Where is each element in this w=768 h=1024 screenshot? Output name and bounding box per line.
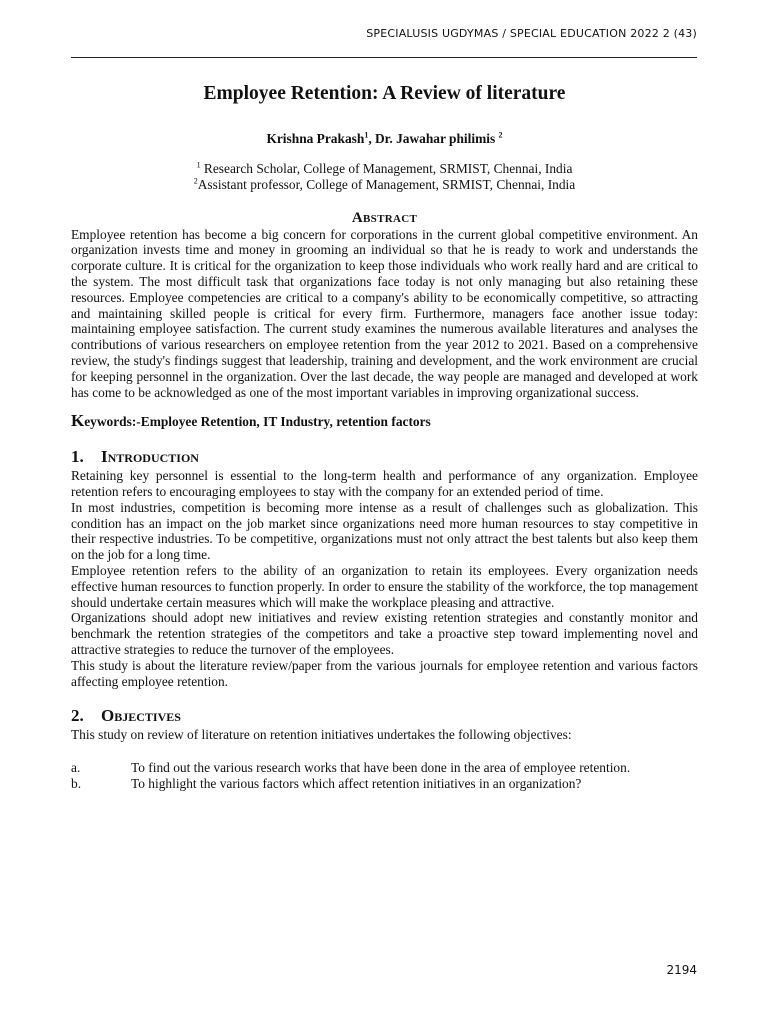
list-item [71, 760, 698, 776]
affiliation-superscript: 2 [193, 176, 198, 186]
paragraph: Employee retention refers to the ability of an organization to retain its employees. Every organization needs effective human resources to function properly. In order to ensure the stability of the workforce, the top management should undertake certain measures which will make the workplace pleasing and attractive. [71, 562, 698, 610]
author-superscript: 2 [498, 130, 503, 140]
affiliation-superscript: 1 [196, 160, 201, 170]
list-item [71, 776, 698, 792]
list-marker: b. [71, 775, 82, 791]
affiliation-text: Research Scholar, College of Management, SRMIST, Chennai, India [200, 160, 573, 176]
paragraph: This study is about the literature review/paper from the various journals for employee retention and various factors affecting employee retention. [71, 657, 698, 689]
keywords-label: eywords:- [84, 414, 141, 430]
paragraph: Organizations should adopt new initiatives and review existing retention strategies and constantly monitor and benchmark the retention strategies of the competitors and take a proactive step toward implementing novel and attractive strategies to reduce the turnover of the employees. [71, 610, 698, 657]
author-name: Krishna Prakash [266, 131, 365, 146]
running-header: SPECIALUSIS UGDYMAS / SPECIAL EDUCATION 2022 2 (43) [366, 27, 697, 40]
paragraph: Retaining key personnel is essential to the long-term health and performance of any organization. Employee retention refers to encouraging employees to stay with the company for an extended period of time. [71, 468, 698, 499]
section-title: Objectives [101, 706, 181, 726]
author-name: Dr. Jawahar philimis [375, 131, 496, 146]
affiliations [71, 161, 698, 193]
keywords-label-initial: K [71, 411, 85, 431]
abstract-text: Employee retention has become a big concern for corporations in the current global competitive environment. An organization invests time and money in grooming an individual so that he is ready to work and understands the corporate culture. It is critical for the organization to keep those individuals who work really hard and are critical to the system. The most difficult task that organizations face today is not only managing but also retaining these resources. Employee competencies are critical to a company's ability to be economically competitive, so attracting and maintaining skilled people is critical for every firm. Furthermore, managers face another issue today: maintaining employee satisfaction. The current study examines the numerous available literatures and analyses the contributions of various researchers on employee retention from the year 2012 to 2021. Based on a comprehensive review, the study's findings suggest that leadership, training and development, and the work environment are crucial for keeping personnel in the organization. Over the last decade, the way people are managed and developed at work has come to be acknowledged as one of the most important variables in improving organizational success. [71, 226, 698, 400]
section-number: 1. [71, 447, 84, 467]
header-rule [71, 57, 697, 58]
paragraph: In most industries, competition is becoming more intense as a result of challenges such as globalization. This condition has an impact on the job market since organizations need more human resources to stay competitive in their respective industries. To be competitive, organizations must not only attract the best talents but also keep them on the job for a long time. [71, 499, 698, 563]
section-number: 2. [71, 706, 84, 726]
objectives-list [71, 760, 698, 792]
affiliation-text: Assistant professor, College of Management, SRMIST, Chennai, India [197, 176, 576, 192]
abstract-heading: Abstract [351, 209, 418, 226]
author-separator: , [368, 131, 376, 146]
paper-title: Employee Retention: A Review of literature [203, 83, 566, 104]
list-item-text: To highlight the various factors which affect retention initiatives in an organization? [131, 775, 582, 791]
affiliation-line [71, 177, 698, 193]
keywords-line [71, 413, 698, 430]
keywords-text: Employee Retention, IT Industry, retention factors [140, 414, 431, 430]
objectives-intro: This study on review of literature on retention initiatives undertakes the following objectives: [71, 727, 572, 743]
section-heading-introduction [71, 446, 698, 468]
author-superscript: 1 [364, 130, 369, 140]
list-marker: a. [71, 760, 81, 776]
section-title: Introduction [101, 447, 199, 467]
affiliation-line [71, 161, 698, 177]
author-line [71, 131, 698, 147]
page-number: 2194 [666, 963, 697, 977]
section-heading-objectives [71, 705, 698, 727]
paper-body [71, 82, 698, 792]
list-item-text: To find out the various research works that have been done in the area of employee retention. [131, 760, 631, 776]
